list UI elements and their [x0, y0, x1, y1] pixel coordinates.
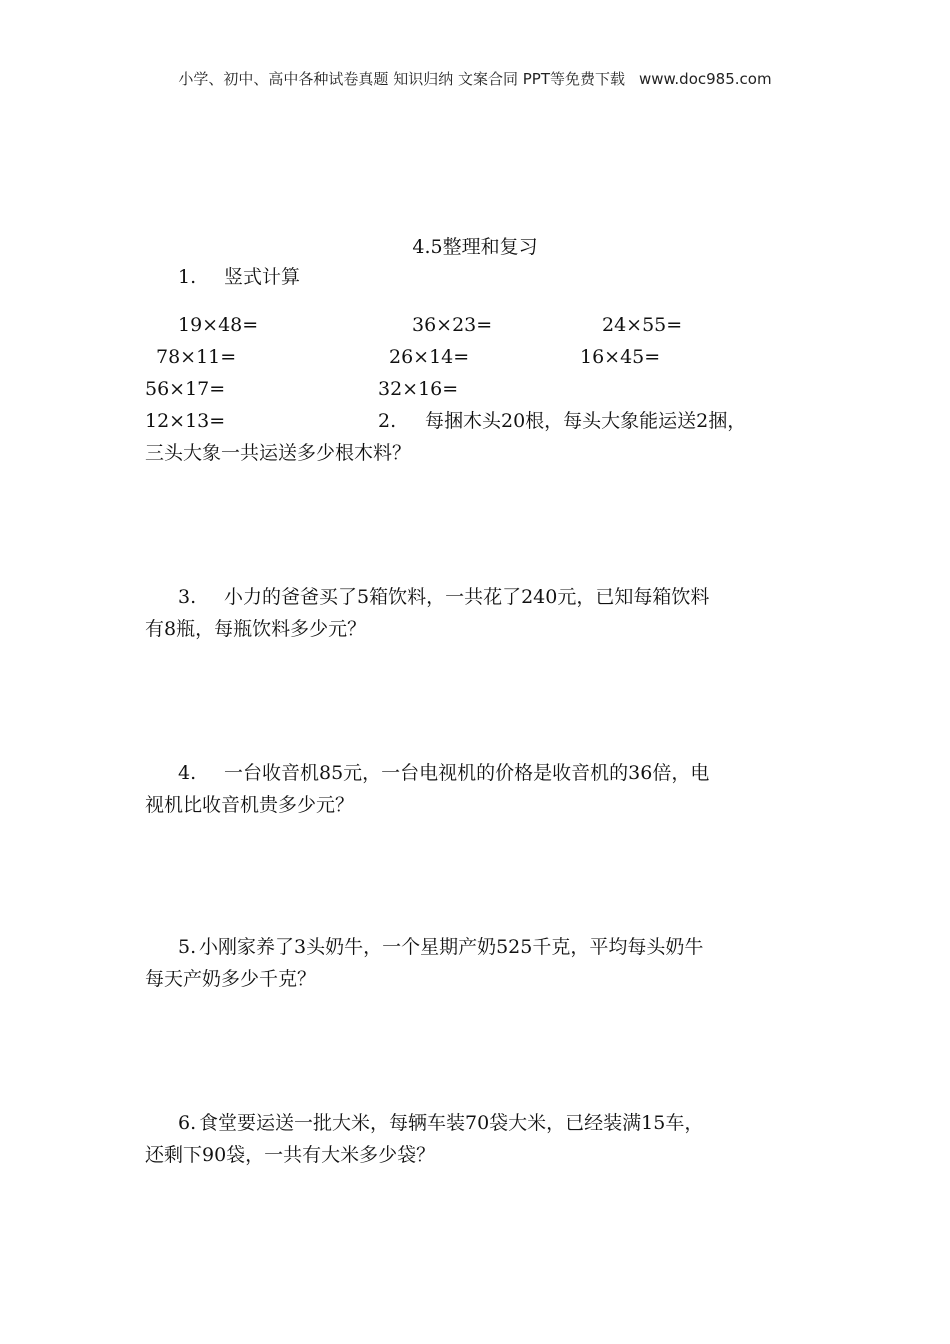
question-3-line1: 小力的爸爸买了5箱饮料，一共花了240元，已知每箱饮料 — [224, 586, 710, 608]
question-5-number: 5. — [178, 936, 197, 958]
question-4-line2: 视机比收音机贵多少元？ — [145, 794, 355, 816]
section1-number: 1. — [178, 266, 197, 288]
question-6-line1: 食堂要运送一批大米，每辆车装70袋大米，已经装满15车， — [199, 1112, 704, 1134]
question-6-number: 6. — [178, 1112, 197, 1134]
question-6-line2: 还剩下90袋，一共有大米多少袋？ — [145, 1144, 436, 1166]
question-2-line2: 三头大象一共运送多少根木料？ — [145, 442, 412, 464]
problem-2: 36×23= — [412, 314, 493, 336]
question-5-line1: 小刚家养了3头奶牛，一个星期产奶525千克，平均每头奶牛 — [199, 936, 704, 958]
question-3-line2: 有8瓶，每瓶饮料多少元？ — [145, 618, 367, 640]
problem-6: 16×45= — [580, 346, 661, 368]
question-3-number: 3. — [178, 586, 197, 608]
page-header — [0, 68, 950, 89]
problem-7: 56×17= — [145, 378, 226, 400]
header-site-link[interactable]: www.doc985.com — [638, 70, 772, 88]
problem-4: 78×11= — [156, 346, 237, 368]
section1-label: 竖式计算 — [224, 266, 301, 288]
problem-3: 24×55= — [602, 314, 683, 336]
page-title: 4.5整理和复习 — [412, 236, 538, 258]
problem-5: 26×14= — [389, 346, 470, 368]
problem-1: 19×48= — [178, 314, 259, 336]
problem-9: 12×13= — [145, 410, 226, 432]
problem-8: 32×16= — [378, 378, 459, 400]
question-4-line1: 一台收音机85元，一台电视机的价格是收音机的36倍，电 — [224, 762, 710, 784]
question-2-number: 2. — [378, 410, 397, 432]
question-2-line1: 每捆木头20根，每头大象能运送2捆， — [425, 410, 747, 432]
question-4-number: 4. — [178, 762, 197, 784]
question-5-line2: 每天产奶多少千克？ — [145, 968, 317, 990]
header-text: 小学、初中、高中各种试卷真题 知识归纳 文案合同 PPT等免费下载 — [178, 70, 625, 88]
